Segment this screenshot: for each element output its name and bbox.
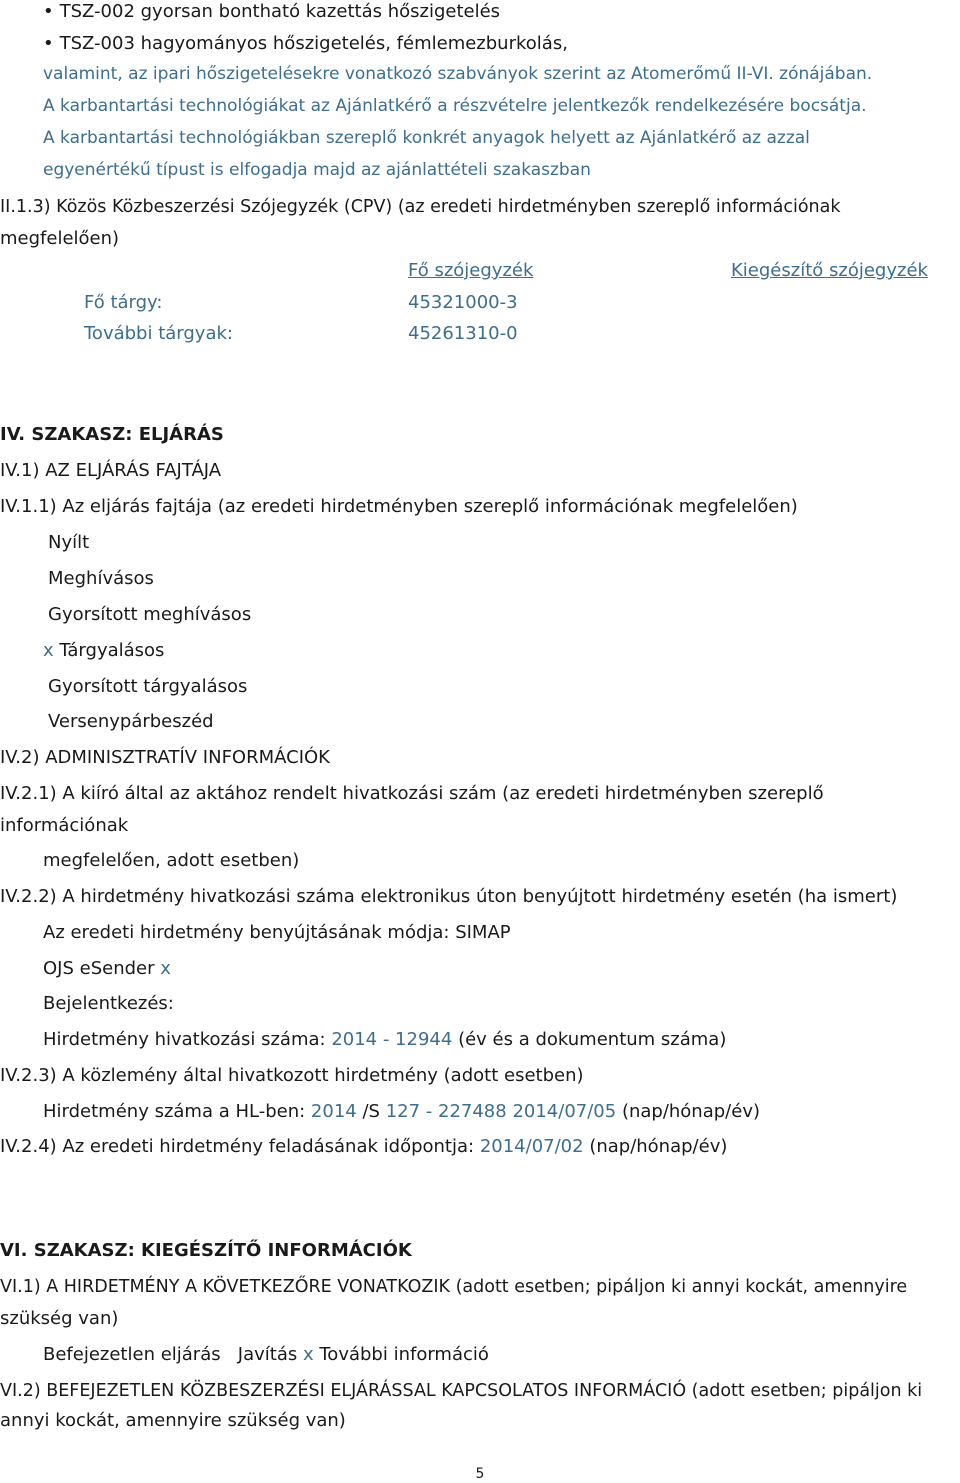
- hl-s: /S: [362, 1101, 380, 1122]
- submission-method: Az eredeti hirdetmény benyújtásának módja: SIMAP: [43, 922, 511, 943]
- cpv-heading: II.1.3) Közös Közbeszerzési Szójegyzék (CPV) (az eredeti hirdetményben szereplő információnak: [0, 197, 841, 217]
- vi1-heading-cont: szükség van): [0, 1308, 119, 1329]
- option-meghivasos: Meghívásos: [48, 568, 154, 589]
- cpv-heading-cont: megfelelően): [0, 228, 120, 249]
- bullet-tsz003-text: TSZ-003 hagyományos hőszigetelés, fémlemezburkolás,: [59, 33, 568, 54]
- ojs-esender: [43, 958, 171, 980]
- bullet-tsz002-text: TSZ-002 gyorsan bontható kazettás hőszigetelés: [59, 1, 501, 22]
- hl-suffix: (nap/hónap/év): [621, 1101, 760, 1122]
- hl-date: 2014/07/05: [512, 1101, 617, 1122]
- bullet-tsz002: [43, 1, 500, 23]
- iv23-heading: IV.2.3) A közlemény által hivatkozott hirdetmény (adott esetben): [0, 1065, 584, 1086]
- cpv-other-label: További tárgyak:: [84, 323, 233, 344]
- iv22-heading: IV.2.2) A hirdetmény hivatkozási száma elektronikus úton benyújtott hirdetmény esetén (ha ismert): [0, 886, 898, 907]
- vi1-heading: VI.1) A HIRDETMÉNY A KÖVETKEZŐRE VONATKOZIK (adott esetben; pipáljon ki annyi kockát, amennyire: [0, 1277, 908, 1297]
- login-label: Bejelentkezés:: [43, 993, 174, 1014]
- intro-line-4: A karbantartási technológiákat az Ajánlatkérő a részvételre jelentkezők rendelkezésére bocsátja.: [43, 96, 867, 116]
- cpv-col-main: Fő szójegyzék: [408, 260, 534, 281]
- intro-line-3: valamint, az ipari hőszigetelésekre vonatkozó szabványok szerint az Atomerőmű II-VI. zónájában.: [43, 64, 873, 84]
- checked-mark: x: [43, 640, 54, 661]
- hl-label: Hirdetmény száma a HL-ben:: [43, 1101, 306, 1122]
- page-number: 5: [475, 1466, 485, 1482]
- iv24-line: [0, 1136, 727, 1158]
- reference-value: 2014 - 12944: [331, 1029, 453, 1050]
- option-befejezetlen: Befejezetlen eljárás: [43, 1344, 221, 1365]
- hl-number: [43, 1101, 760, 1123]
- vi2-heading-cont: annyi kockát, amennyire szükség van): [0, 1410, 346, 1431]
- iv24-date: 2014/07/02: [479, 1136, 584, 1157]
- iv24-label: IV.2.4) Az eredeti hirdetmény feladásának időpontja:: [0, 1136, 475, 1157]
- vi2-heading: VI.2) BEFEJEZETLEN KÖZBESZERZÉSI ELJÁRÁSSAL KAPCSOLATOS INFORMÁCIÓ (adott esetben; pipáljon ki: [0, 1381, 923, 1401]
- vi1-options: [43, 1344, 489, 1366]
- option-javitas: Javítás: [237, 1344, 298, 1365]
- option-gyorsitott-targyalasos: Gyorsított tárgyalásos: [48, 676, 248, 697]
- section-iv-title: IV. SZAKASZ: ELJÁRÁS: [0, 424, 224, 445]
- reference-suffix: (év és a dokumentum száma): [458, 1029, 727, 1050]
- iv21-heading: IV.2.1) A kiíró által az aktához rendelt hivatkozási szám (az eredeti hirdetményben szereplő: [0, 783, 824, 804]
- iv11-heading: IV.1.1) Az eljárás fajtája (az eredeti hirdetményben szereplő információnak megfelelően): [0, 496, 798, 517]
- cpv-col-supplementary: Kiegészítő szójegyzék: [731, 260, 928, 281]
- iv21-heading-note: megfelelően, adott esetben): [43, 850, 300, 871]
- cpv-main-value: 45321000-3: [408, 292, 518, 313]
- option-targyalasos-label: Tárgyalásos: [59, 640, 165, 661]
- option-nyilt: Nyílt: [48, 532, 90, 553]
- intro-line-5: A karbantartási technológiákban szereplő konkrét anyagok helyett az Ajánlatkérő az azzal: [43, 128, 810, 148]
- option-targyalasos: [43, 640, 164, 662]
- option-versenyparbeszed: Versenypárbeszéd: [48, 711, 214, 732]
- iv24-suffix: (nap/hónap/év): [589, 1136, 728, 1157]
- option-gyorsitott-meghivasos: Gyorsított meghívásos: [48, 604, 252, 625]
- ojs-esender-label: OJS eSender: [43, 958, 155, 979]
- vi1-checked-mark: x: [302, 1344, 314, 1365]
- iv21-heading-cont: információnak: [0, 815, 129, 836]
- section-vi-title: VI. SZAKASZ: KIEGÉSZÍTŐ INFORMÁCIÓK: [0, 1240, 412, 1261]
- cpv-other-value: 45261310-0: [408, 323, 518, 344]
- ojs-checked-mark: x: [160, 958, 171, 979]
- hl-num: 127 - 227488: [385, 1101, 507, 1122]
- option-tovabbi-informacio: További információ: [319, 1344, 489, 1365]
- hl-year: 2014: [310, 1101, 357, 1122]
- reference-label: Hirdetmény hivatkozási száma:: [43, 1029, 326, 1050]
- iv2-heading: IV.2) ADMINISZTRATÍV INFORMÁCIÓK: [0, 747, 330, 768]
- cpv-main-label: Fő tárgy:: [84, 292, 163, 313]
- iv1-heading: IV.1) AZ ELJÁRÁS FAJTÁJA: [0, 460, 222, 481]
- bullet-tsz003: [43, 33, 568, 55]
- intro-line-6: egyenértékű típust is elfogadja majd az ajánlattételi szakaszban: [43, 160, 591, 180]
- reference-number: [43, 1029, 726, 1051]
